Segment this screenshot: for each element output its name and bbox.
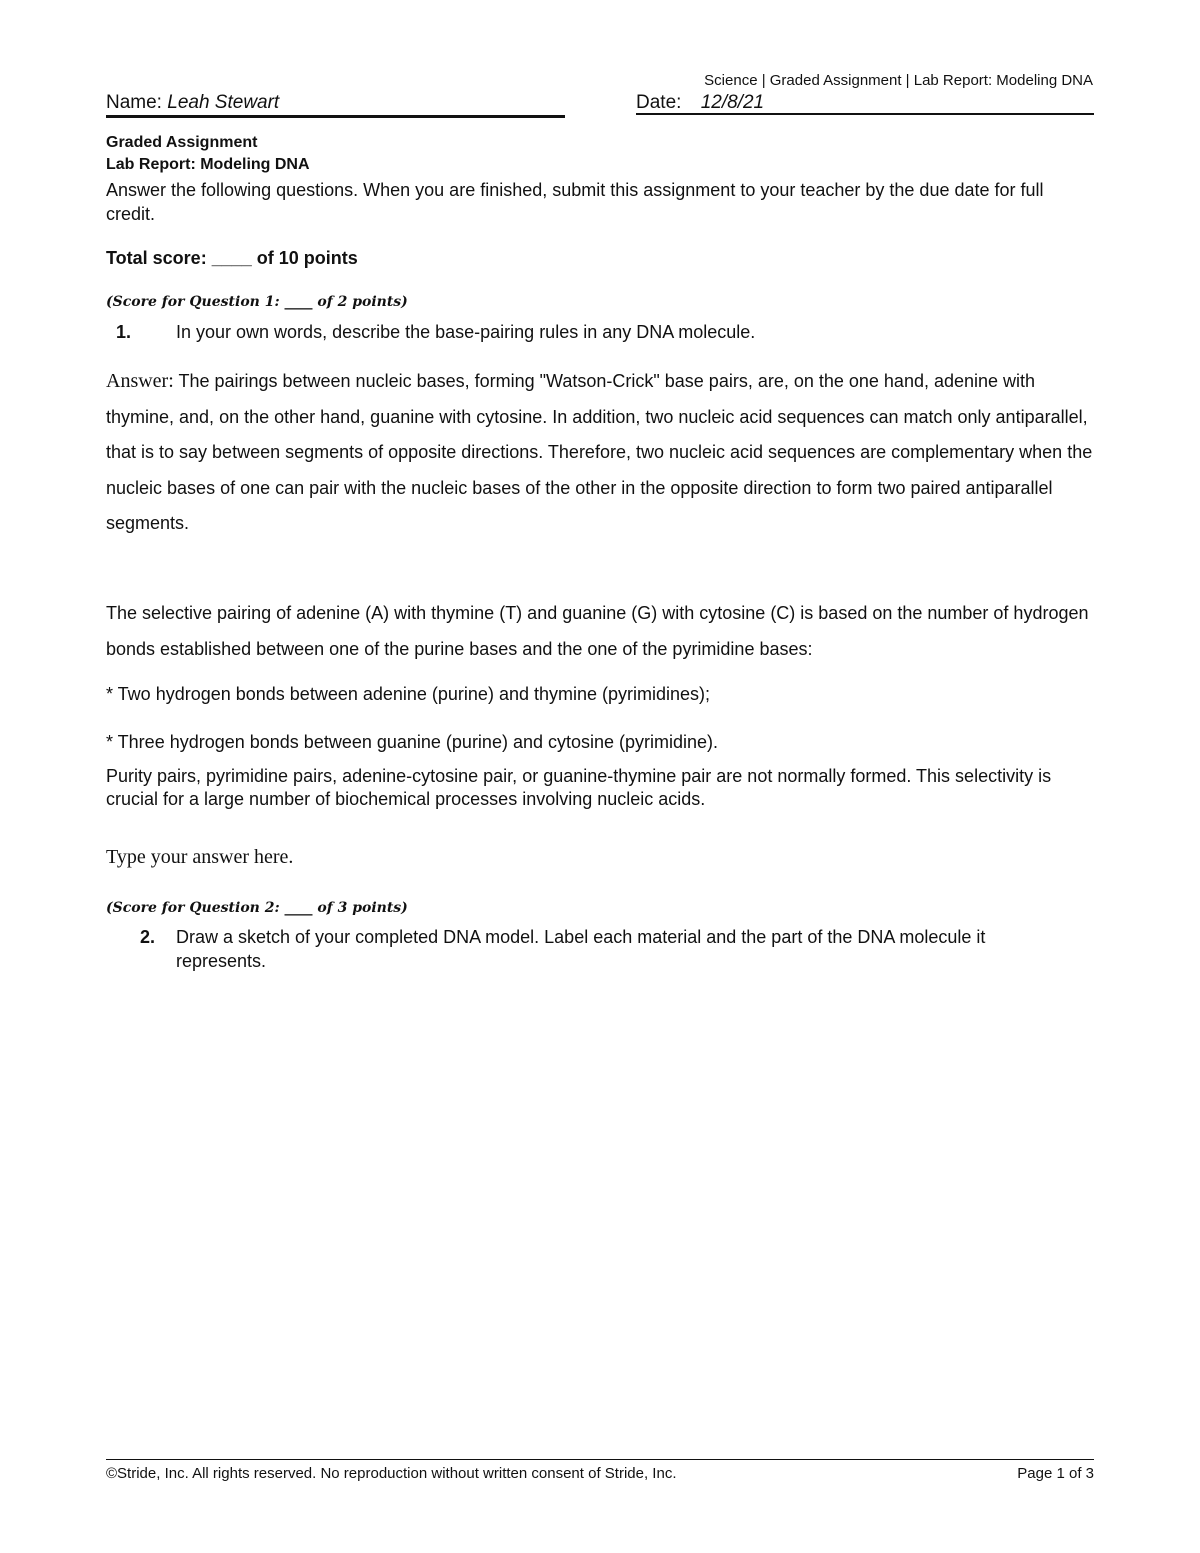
total-score: Total score: ____ of 10 points	[106, 248, 358, 268]
footer-divider	[106, 1459, 1094, 1460]
bullet-guanine-cytosine: * Three hydrogen bonds between guanine (purine) and cytosine (pyrimidine).	[106, 732, 719, 752]
date-value: 12/8/21	[700, 92, 765, 113]
instructions: Answer the following questions. When you are finished, submit this assignment to your teacher by the due date for full credit.	[106, 180, 1044, 224]
question2-score: (Score for Question 2: ____ of 3 points)	[106, 900, 408, 916]
question2-text: Draw a sketch of your completed DNA model. Label each material and the part of the DNA molecule it represents.	[176, 927, 986, 971]
footer-copyright: ©Stride, Inc. All rights reserved. No reproduction without written consent of Stride, Inc.	[106, 1465, 677, 1482]
question1-score: (Score for Question 1: ____ of 2 points)	[106, 294, 408, 310]
question2-number: 2.	[140, 927, 156, 947]
question1	[116, 320, 1076, 344]
answer-paragraph	[106, 364, 1096, 542]
question1-text: In your own words, describe the base-pairing rules in any DNA molecule.	[176, 322, 756, 342]
title-block	[106, 132, 1096, 226]
course-header: Science | Graded Assignment | Lab Report: Modeling DNA	[704, 72, 1093, 89]
date-label: Date:	[636, 92, 682, 113]
answer-label: Answer:	[106, 370, 174, 392]
name-label: Name:	[106, 92, 162, 113]
bullet-adenine-thymine: * Two hydrogen bonds between adenine (purine) and thymine (pyrimidines);	[106, 684, 711, 704]
assignment-heading: Graded Assignment	[106, 134, 258, 151]
answer-placeholder[interactable]: Type your answer here.	[106, 846, 294, 868]
question2	[140, 925, 1080, 973]
question1-number: 1.	[116, 322, 132, 342]
name-field	[106, 92, 279, 114]
selectivity-paragraph: Purity pairs, pyrimidine pairs, adenine-cytosine pair, or guanine-thymine pair are not normally formed. This selectivity is crucial for a large number of biochemical processes involving nucleic acids.	[106, 766, 1052, 809]
date-field	[636, 92, 764, 114]
lab-report-title: Lab Report: Modeling DNA	[106, 156, 310, 173]
pairing-paragraph: The selective pairing of adenine (A) with thymine (T) and guanine (G) with cytosine (C) is based on the number of hydrogen bonds established between one of the purine bases and the one of the pyrimidine bases:	[106, 603, 1089, 659]
name-value: Leah Stewart	[167, 92, 280, 113]
answer-text: The pairings between nucleic bases, forming "Watson-Crick" base pairs, are, on the one hand, adenine with thymine, and, on the other hand, guanine with cytosine. In addition, two nucleic acid sequences can match only antiparallel, that is to say between segments of opposite directions. Therefore, two nucleic acid sequences are complementary when the nucleic bases of one can pair with the nucleic bases of the other in the opposite direction to form two paired antiparallel segments.	[106, 371, 1093, 533]
date-underline	[636, 113, 1094, 115]
name-underline	[106, 115, 565, 118]
page-number: Page 1 of 3	[1017, 1465, 1094, 1482]
